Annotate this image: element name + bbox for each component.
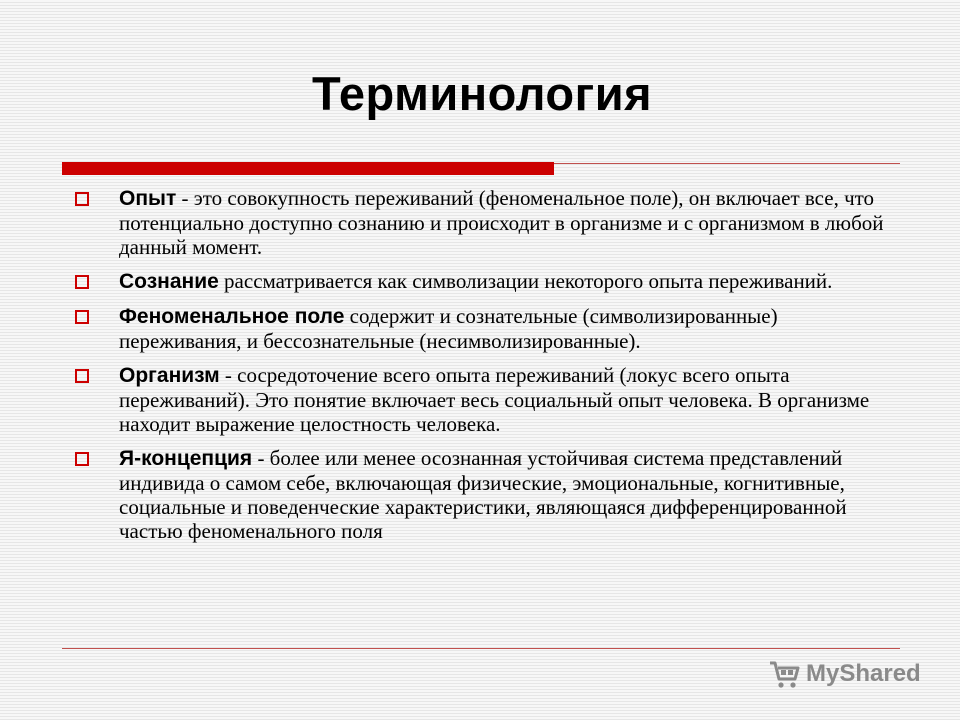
term-label: Феноменальное поле: [119, 305, 345, 328]
square-bullet-icon: [75, 369, 89, 383]
term-label: Опыт: [119, 187, 177, 210]
term-label: Я-концепция: [119, 447, 253, 470]
title-divider-accent: [62, 162, 554, 175]
term-definition: - сосредоточение всего опыта переживаний (локус всего опыта переживаний). Это понятие включает весь социальный опыт человека. В организме находит выражение целостность человека.: [119, 363, 870, 436]
square-bullet-icon: [75, 275, 89, 289]
term-definition: содержит и сознательные (символизированные) переживания, и бессознательные (несимволизированные).: [119, 304, 778, 353]
term-label: Организм: [119, 364, 220, 387]
footer-divider: [62, 648, 900, 649]
term-label: Сознание: [119, 270, 219, 293]
square-bullet-icon: [75, 192, 89, 206]
list-item: [72, 269, 902, 294]
list-item: [72, 186, 902, 259]
square-bullet-icon: [75, 310, 89, 324]
term-definition: рассматривается как символизации некоторого опыта переживаний.: [218, 269, 833, 293]
term-definition: - более или менее осознанная устойчивая система представлений индивида о самом себе, включающая физические, эмоциональные, когнитивные, социальные и поведенческие характеристики, являющаяся дифференцированной частью феноменального поля: [119, 446, 847, 543]
term-definition: - это совокупность переживаний (феноменальное поле), он включает все, что потенциально доступно сознанию и происходит в организме и с организмом в любой данный момент.: [119, 186, 884, 259]
terminology-list: [72, 186, 902, 553]
cart-icon: [768, 659, 802, 689]
list-item: [72, 446, 902, 543]
list-item: [72, 304, 902, 353]
watermark-text: MyShared: [806, 660, 921, 687]
square-bullet-icon: [75, 452, 89, 466]
list-item: [72, 363, 902, 436]
slide-title: Терминология: [311, 67, 653, 120]
myshared-watermark[interactable]: [768, 656, 921, 692]
